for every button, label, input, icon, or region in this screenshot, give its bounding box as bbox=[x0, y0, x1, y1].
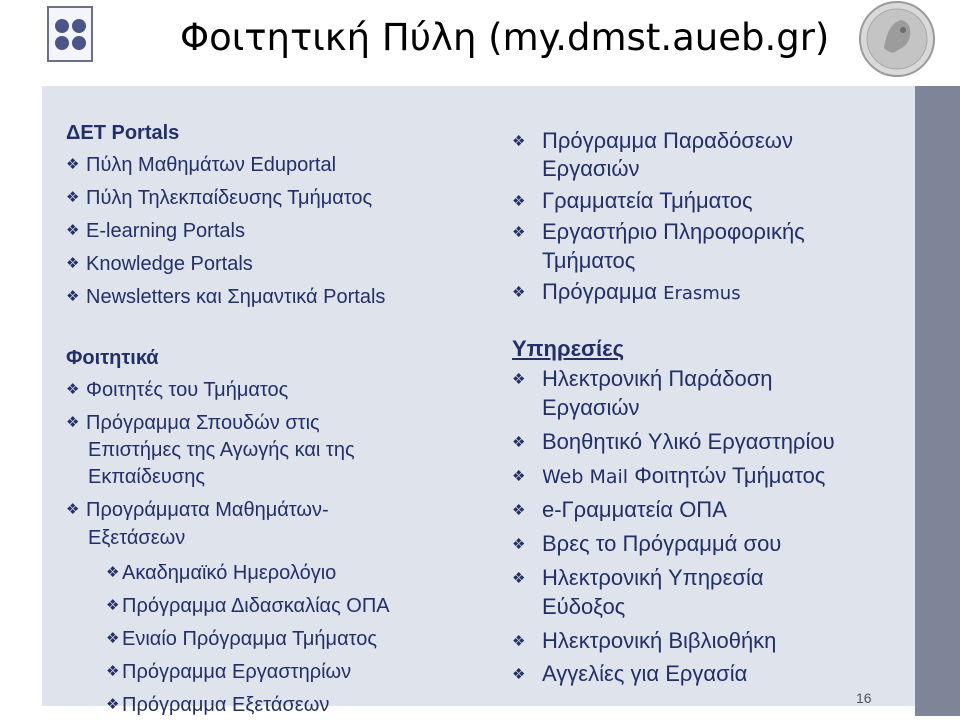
delivery-program-line2: Εργασιών bbox=[542, 156, 640, 181]
link-students[interactable]: ❖ Φοιτητές του Τμήματος bbox=[66, 373, 486, 406]
bullet-icon: ❖ bbox=[66, 380, 80, 398]
bullet-icon: ❖ bbox=[512, 666, 526, 683]
link-find-program[interactable]: ❖ Βρες το Πρόγραμμά σου bbox=[512, 526, 892, 560]
link-erasmus[interactable]: ❖ Πρόγραμμα Erasmus bbox=[512, 274, 892, 309]
bullet-icon: ❖ bbox=[106, 596, 120, 614]
bullet-icon: ❖ bbox=[106, 629, 120, 647]
link-academic-calendar[interactable]: ❖ Ακαδημαϊκό Ημερολόγιο bbox=[66, 552, 486, 589]
bullet-icon: ❖ bbox=[106, 695, 120, 713]
link-library[interactable]: ❖ Ηλεκτρονική Βιβλιοθήκη bbox=[512, 620, 892, 657]
bullet-icon: ❖ bbox=[66, 188, 80, 206]
bullet-icon: ❖ bbox=[66, 413, 80, 431]
link-eduportal[interactable]: ❖ Πύλη Μαθημάτων Eduportal bbox=[66, 148, 486, 181]
bullet-icon: ❖ bbox=[512, 133, 526, 150]
link-study-program[interactable]: ❖ Πρόγραμμα Σπουδών στις bbox=[66, 406, 486, 437]
bullet-icon: ❖ bbox=[512, 224, 526, 241]
it-lab-line2: Τμήματος bbox=[542, 248, 636, 273]
left-column bbox=[66, 118, 486, 721]
link-lab-schedule[interactable]: ❖ Πρόγραμμα Εργαστηρίων bbox=[66, 655, 486, 688]
eudoxus-line2: Εύδοξος bbox=[542, 594, 626, 619]
student-heading: Φοιτητικά bbox=[66, 347, 159, 369]
study-program-line2: Επιστήμες της Αγωγής και της bbox=[88, 439, 355, 461]
link-lab-material[interactable]: ❖ Βοηθητικό Υλικό Εργαστηρίου bbox=[512, 421, 892, 458]
link-e-delivery[interactable]: ❖ Ηλεκτρονική Παράδοση bbox=[512, 365, 892, 394]
bullet-icon: ❖ bbox=[512, 284, 526, 301]
bullet-icon: ❖ bbox=[66, 155, 80, 173]
link-teaching-schedule[interactable]: ❖ Πρόγραμμα Διδασκαλίας ΟΠΑ bbox=[66, 589, 486, 622]
link-job-ads[interactable]: ❖ Αγγελίες για Εργασία bbox=[512, 657, 892, 690]
link-secretariat[interactable]: ❖ Γραμματεία Τμήματος bbox=[512, 182, 892, 217]
bullet-icon: ❖ bbox=[512, 536, 526, 553]
bullet-icon: ❖ bbox=[512, 468, 526, 485]
bullet-icon: ❖ bbox=[106, 662, 120, 680]
bullet-icon: ❖ bbox=[512, 193, 526, 210]
side-bar bbox=[915, 86, 960, 716]
link-knowledge[interactable]: ❖ Knowledge Portals bbox=[66, 247, 486, 280]
link-eudoxus[interactable]: ❖ Ηλεκτρονική Υπηρεσία bbox=[512, 560, 892, 593]
bullet-icon: ❖ bbox=[66, 500, 80, 518]
bullet-icon: ❖ bbox=[66, 254, 80, 272]
course-programs-line2: Εξετάσεων bbox=[88, 527, 186, 549]
dept-logo bbox=[47, 6, 93, 62]
bullet-icon: ❖ bbox=[106, 563, 120, 581]
link-tele-education[interactable]: ❖ Πύλη Τηλεκπαίδευσης Τμήματος bbox=[66, 181, 486, 214]
bullet-icon: ❖ bbox=[512, 434, 526, 451]
page-title: Φοιτητική Πύλη (my.dmst.aueb.gr) bbox=[180, 16, 830, 59]
portals-heading: ΔΕΤ Portals bbox=[66, 122, 180, 144]
link-webmail[interactable]: ❖ Web Mail Φοιτητών Τμήματος bbox=[512, 458, 892, 492]
study-program-line3: Εκπαίδευσης bbox=[88, 466, 205, 488]
link-course-programs[interactable]: ❖ Προγράμματα Μαθημάτων- bbox=[66, 491, 486, 525]
link-it-lab[interactable]: ❖ Εργαστήριο Πληροφορικής bbox=[512, 217, 892, 247]
services-heading: Υπηρεσίες bbox=[512, 336, 625, 361]
link-delivery-program[interactable]: ❖ Πρόγραμμα Παραδόσεων bbox=[512, 128, 793, 153]
page-number: 16 bbox=[856, 690, 872, 706]
bullet-icon: ❖ bbox=[512, 502, 526, 519]
right-column bbox=[512, 127, 892, 690]
e-delivery-line2: Εργασιών bbox=[542, 395, 640, 420]
bullet-icon: ❖ bbox=[512, 633, 526, 650]
link-elearning[interactable]: ❖ E-learning Portals bbox=[66, 214, 486, 247]
link-e-grammateia[interactable]: ❖ e-Γραμματεία ΟΠΑ bbox=[512, 492, 892, 526]
bullet-icon: ❖ bbox=[66, 287, 80, 305]
bullet-icon: ❖ bbox=[512, 371, 526, 388]
link-exam-schedule[interactable]: ❖ Πρόγραμμα Εξετάσεων bbox=[66, 688, 486, 721]
bullet-icon: ❖ bbox=[512, 570, 526, 587]
owl-coin-logo bbox=[858, 0, 936, 78]
link-newsletters[interactable]: ❖ Newsletters και Σημαντικά Portals bbox=[66, 280, 486, 313]
bullet-icon: ❖ bbox=[66, 221, 80, 239]
link-unified-program[interactable]: ❖ Ενιαίο Πρόγραμμα Τμήματος bbox=[66, 622, 486, 655]
